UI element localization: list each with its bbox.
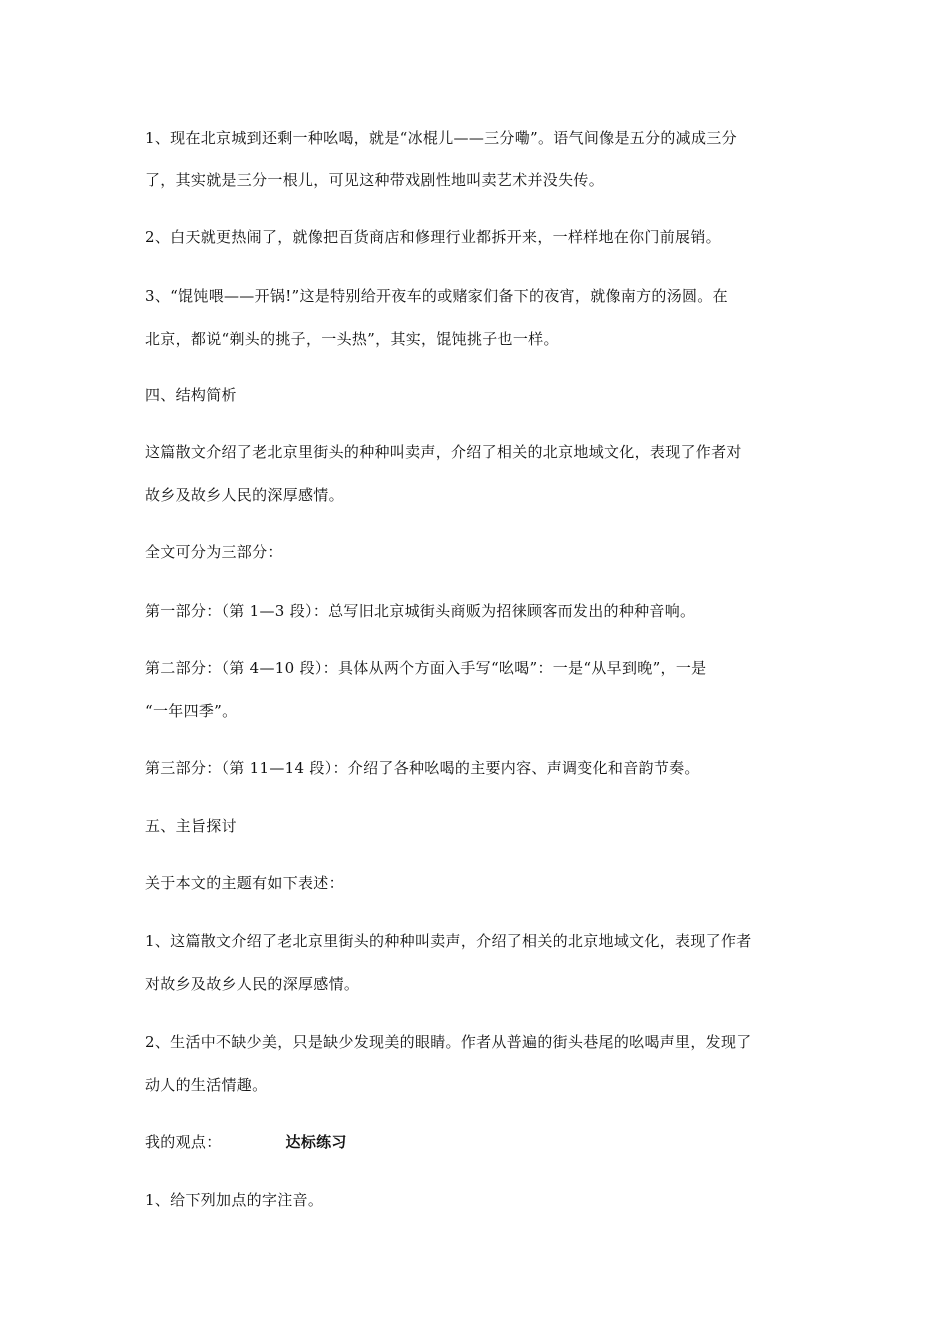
paragraph-line: 第一部分：（第 1—3 段）：总写旧北京城街头商贩为招徕顾客而发出的种种音响。	[145, 602, 696, 620]
paragraph-line: 关于本文的主题有如下表述：	[145, 874, 344, 892]
paragraph-line: 动人的生活情趣。	[145, 1076, 268, 1094]
paragraph-line: 故乡及故乡人民的深厚感情。	[145, 486, 344, 504]
paragraph-line: “一年四季”。	[145, 702, 238, 720]
section-heading: 五、主旨探讨	[145, 817, 237, 835]
paragraph-line: 第三部分：（第 11—14 段）：介绍了各种吆喝的主要内容、声调变化和音韵节奏。	[145, 759, 700, 777]
my-view-label: 我的观点：	[145, 1133, 222, 1151]
paragraph-line: 北京，都说“剃头的挑子，一头热”，其实，馄饨挑子也一样。	[145, 330, 559, 348]
paragraph-line: 全文可分为三部分：	[145, 543, 283, 561]
paragraph-line: 第二部分：（第 4—10 段）：具体从两个方面入手写“吆喝”：一是“从早到晚”，一是	[145, 659, 707, 677]
exercise-heading: 达标练习	[285, 1133, 347, 1151]
paragraph-line: 3、“馄饨喂——开锅!”这是特别给开夜车的或赌家们备下的夜宵，就像南方的汤圆。在	[145, 287, 728, 305]
paragraph-line: 2、生活中不缺少美，只是缺少发现美的眼睛。作者从普遍的街头巷尾的吆喝声里，发现了	[145, 1033, 752, 1051]
paragraph-line: 这篇散文介绍了老北京里街头的种种叫卖声，介绍了相关的北京地域文化，表现了作者对	[145, 443, 742, 461]
section-heading: 四、结构简析	[145, 386, 237, 404]
paragraph-line: 2、白天就更热闹了，就像把百货商店和修理行业都拆开来，一样样地在你门前展销。	[145, 228, 721, 246]
paragraph-line: 1、给下列加点的字注音。	[145, 1191, 324, 1209]
paragraph-line: 对故乡及故乡人民的深厚感情。	[145, 975, 360, 993]
paragraph-line: 1、现在北京城到还剩一种吆喝，就是“冰棍儿——三分嘞”。语气间像是五分的减成三分	[145, 129, 737, 147]
paragraph-line: 了，其实就是三分一根儿，可见这种带戏剧性地叫卖艺术并没失传。	[145, 171, 605, 189]
paragraph-line: 1、这篇散文介绍了老北京里街头的种种叫卖声，介绍了相关的北京地域文化，表现了作者	[145, 932, 752, 950]
my-view-line	[145, 1132, 347, 1152]
